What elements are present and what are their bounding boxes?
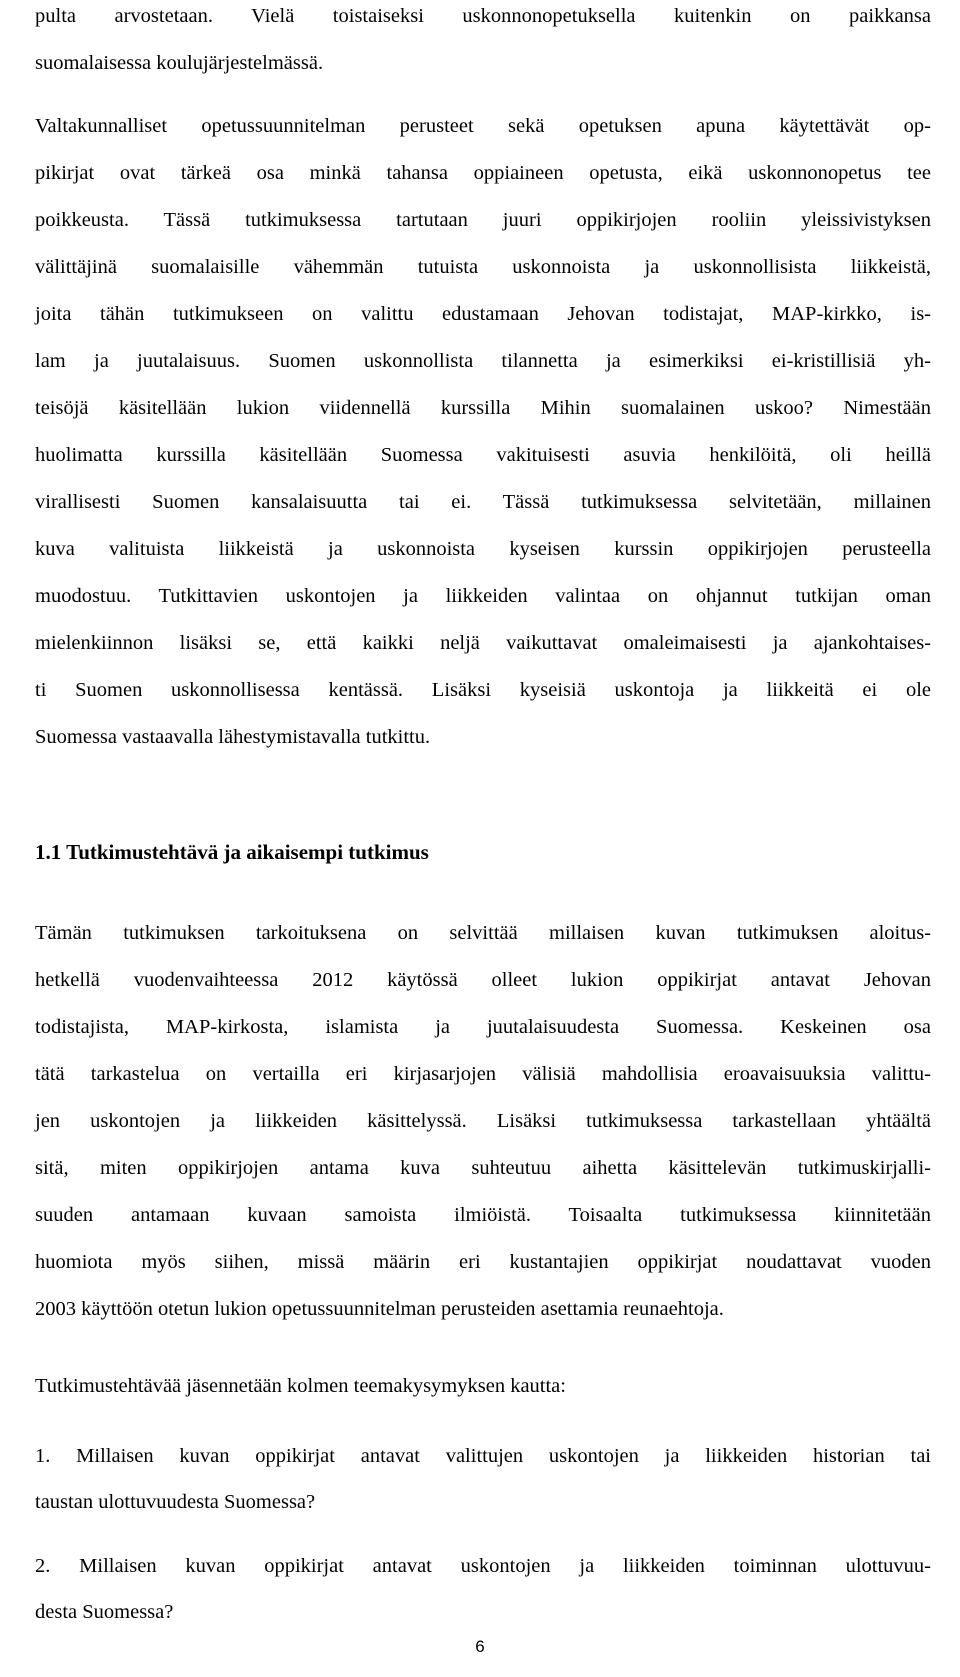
text-line: muodostuu. Tutkittavien uskontojen ja liikkeiden valintaa on ohjannut tutkijan oman — [35, 585, 931, 607]
text-line: huomiota myös siihen, missä määrin eri kustantajien oppikirjat noudattavat vuoden — [35, 1251, 931, 1273]
text-line: taustan ulottuvuudesta Suomessa? — [35, 1491, 316, 1513]
text-line: suomalaisessa koulujärjestelmässä. — [35, 52, 324, 74]
text-line: tätä tarkastelua on vertailla eri kirjasarjojen välisiä mahdollisia eroavaisuuksia valittu- — [35, 1063, 931, 1085]
paragraph — [35, 1363, 931, 1409]
text-line: Tämän tutkimuksen tarkoituksena on selvittää millaisen kuvan tutkimuksen aloitus- — [35, 922, 931, 944]
text-line: Valtakunnalliset opetussuunnitelman perusteet sekä opetuksen apuna käytettävät op- — [35, 115, 931, 137]
list-item — [35, 1543, 931, 1635]
text-line: poikkeusta. Tässä tutkimuksessa tartutaan juuri oppikirjojen rooliin yleissivistyksen — [35, 209, 931, 231]
text-line: hetkellä vuodenvaihteessa 2012 käytössä olleet lukion oppikirjat antavat Jehovan — [35, 969, 931, 991]
text-line: mielenkiinnon lisäksi se, että kaikki neljä vaikuttavat omaleimaisesti ja ajankohtaises- — [35, 632, 931, 654]
text-line: pulta arvostetaan. Vielä toistaiseksi uskonnonopetuksella kuitenkin on paikkansa — [35, 5, 931, 27]
text-line: pikirjat ovat tärkeä osa minkä tahansa oppiaineen opetusta, eikä uskonnonopetus tee — [35, 162, 931, 184]
text-line: ti Suomen uskonnollisessa kentässä. Lisäksi kyseisiä uskontoja ja liikkeitä ei ole — [35, 679, 931, 701]
page-number: 6 — [475, 1637, 485, 1656]
text-line: välittäjinä suomalaisille vähemmän tutuista uskonnoista ja uskonnollisista liikkeistä, — [35, 256, 931, 278]
text-line: jen uskontojen ja liikkeiden käsittelyssä. Lisäksi tutkimuksessa tarkastellaan yhtäältä — [35, 1110, 931, 1132]
text-line: huolimatta kurssilla käsitellään Suomessa vakituisesti asuvia henkilöitä, oli heillä — [35, 444, 931, 466]
text-line: virallisesti Suomen kansalaisuutta tai ei. Tässä tutkimuksessa selvitetään, millainen — [35, 491, 931, 513]
paragraph — [35, 103, 931, 761]
section-heading: 1.1 Tutkimustehtävä ja aikaisempi tutkimus — [35, 840, 429, 864]
text-line: 2003 käyttöön otetun lukion opetussuunnitelman perusteiden asettamia reunaehtoja. — [35, 1298, 724, 1320]
paragraph — [35, 910, 931, 1333]
text-line: 1. Millaisen kuvan oppikirjat antavat valittujen uskontojen ja liikkeiden historian tai — [35, 1445, 931, 1467]
list-item — [35, 1433, 931, 1525]
text-line: lam ja juutalaisuus. Suomen uskonnollista tilannetta ja esimerkiksi ei-kristillisiä yh- — [35, 350, 931, 372]
text-line: Tutkimustehtävää jäsennetään kolmen teemakysymyksen kautta: — [35, 1375, 566, 1397]
text-line: sitä, miten oppikirjojen antama kuva suhteutuu aihetta käsittelevän tutkimuskirjalli- — [35, 1157, 931, 1179]
text-line: teisöjä käsitellään lukion viidennellä kurssilla Mihin suomalainen uskoo? Nimestään — [35, 397, 931, 419]
text-line: Suomessa vastaavalla lähestymistavalla tutkittu. — [35, 726, 431, 748]
text-line: kuva valituista liikkeistä ja uskonnoista kyseisen kurssin oppikirjojen perusteella — [35, 538, 931, 560]
text-line: joita tähän tutkimukseen on valittu edustamaan Jehovan todistajat, MAP-kirkko, is- — [35, 303, 931, 325]
text-line: todistajista, MAP-kirkosta, islamista ja juutalaisuudesta Suomessa. Keskeinen osa — [35, 1016, 931, 1038]
text-line: desta Suomessa? — [35, 1601, 174, 1623]
text-line: suuden antamaan kuvaan samoista ilmiöistä. Toisaalta tutkimuksessa kiinnitetään — [35, 1204, 931, 1226]
text-line: 2. Millaisen kuvan oppikirjat antavat uskontojen ja liikkeiden toiminnan ulottuvuu- — [35, 1555, 931, 1577]
paragraph — [35, 0, 931, 87]
